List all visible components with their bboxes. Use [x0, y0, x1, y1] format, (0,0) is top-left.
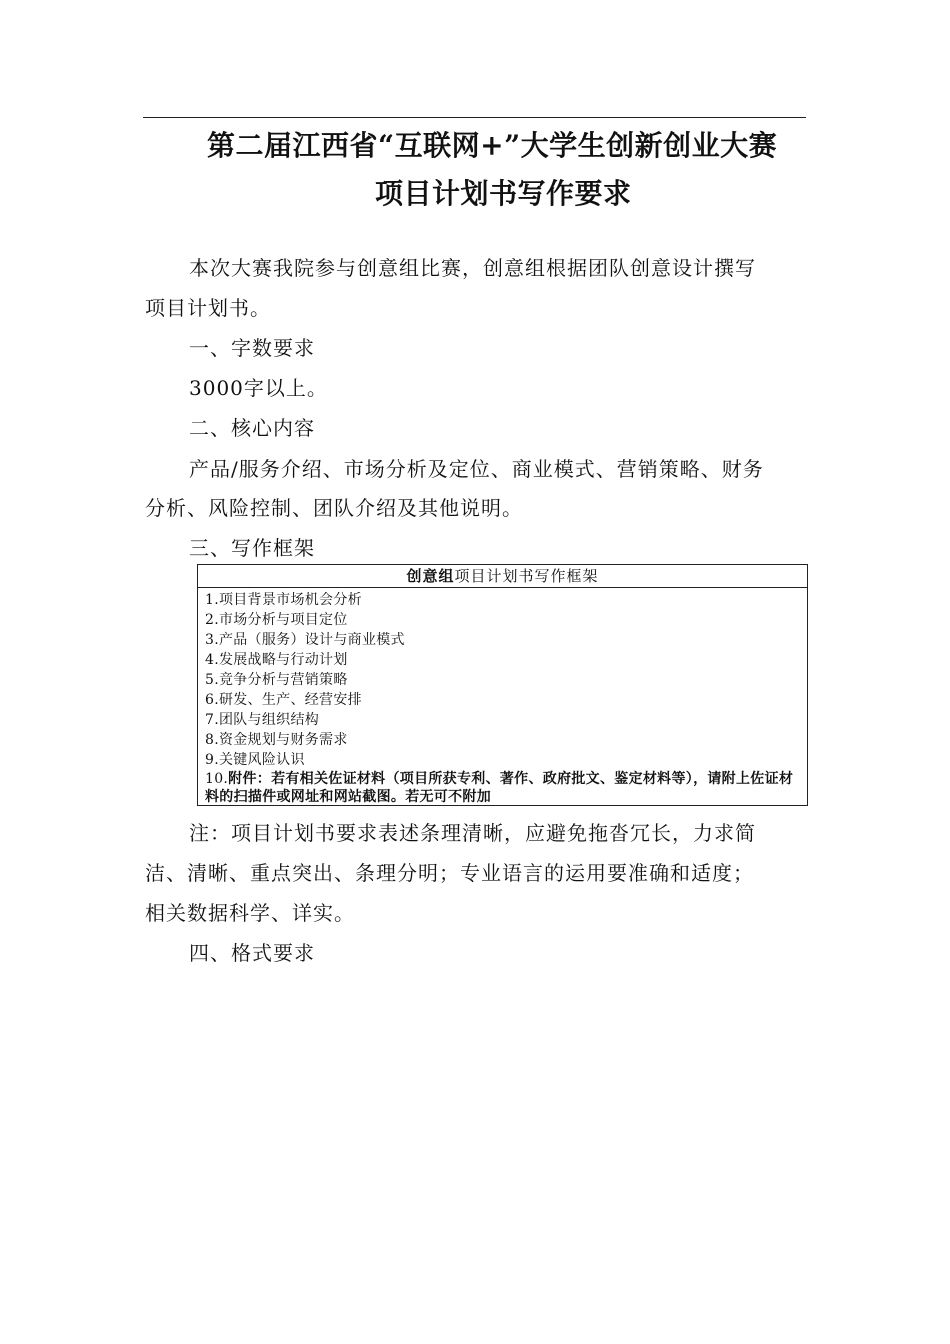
framework-item: 1.项目背景市场机会分析 — [205, 592, 362, 608]
framework-item-list — [198, 588, 807, 806]
section-heading-framework: 三、写作框架 — [189, 536, 315, 560]
framework-item: 5.竞争分析与营销策略 — [205, 672, 348, 688]
document-title-line-1: 第二届江西省“互联网+”大学生创新创业大赛 — [207, 129, 778, 162]
framework-item-attachments — [205, 770, 807, 806]
framework-item: 4.发展战略与行动计划 — [205, 652, 348, 668]
note-line-2: 洁、清晰、重点突出、条理分明；专业语言的运用要准确和适度； — [145, 861, 754, 885]
core-content-line-1: 产品/服务介绍、市场分析及定位、商业模式、营销策略、财务 — [189, 457, 764, 481]
framework-header-title: 项目计划书写作框架 — [454, 567, 599, 585]
section-heading-core-content: 二、核心内容 — [189, 416, 315, 440]
core-content-line-2: 分析、风险控制、团队介绍及其他说明。 — [145, 496, 523, 520]
note-line-1: 注：项目计划书要求表述条理清晰，应避免拖沓冗长，力求简 — [189, 821, 756, 845]
intro-paragraph-line-1: 本次大赛我院参与创意组比赛，创意组根据团队创意设计撰写 — [189, 256, 756, 280]
framework-item: 6.研发、生产、经营安排 — [205, 692, 362, 708]
word-count-requirement: 3000字以上。 — [189, 376, 328, 400]
framework-table-header — [198, 565, 807, 588]
framework-item-attachment-text: 附件：若有相关佐证材料（项目所获专利、著作、政府批文、鉴定材料等），请附上佐证材料的扫描件或网址和网站截图。若无可不附加 — [205, 771, 794, 805]
note-line-3: 相关数据科学、详实。 — [145, 901, 355, 925]
framework-item: 7.团队与组织结构 — [205, 712, 320, 728]
framework-item: 8.资金规划与财务需求 — [205, 732, 348, 748]
intro-paragraph-line-2: 项目计划书。 — [145, 296, 271, 320]
framework-item: 3.产品（服务）设计与商业模式 — [205, 632, 405, 648]
framework-item: 2.市场分析与项目定位 — [205, 612, 348, 628]
framework-item-number: 10. — [205, 771, 229, 787]
document-title-line-2: 项目计划书写作要求 — [375, 177, 632, 210]
header-rule — [143, 117, 806, 118]
framework-table — [197, 564, 808, 806]
section-heading-format: 四、格式要求 — [189, 941, 315, 965]
section-heading-word-count: 一、字数要求 — [189, 336, 315, 360]
framework-header-group: 创意组 — [406, 567, 455, 585]
framework-item: 9.关键风险认识 — [205, 752, 305, 768]
